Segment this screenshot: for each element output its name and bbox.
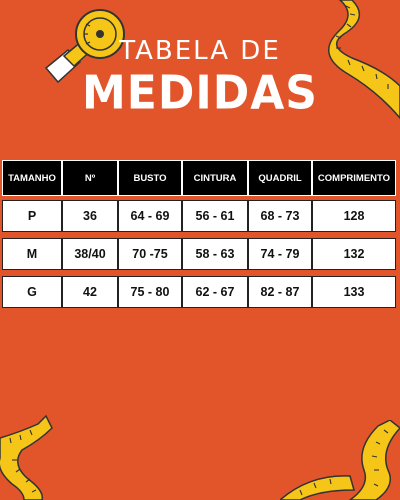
page-title: MEDIDAS [81, 66, 318, 121]
cell-busto: 64 - 69 [118, 200, 182, 232]
header-numero: Nº [62, 160, 118, 196]
cell-numero: 38/40 [62, 238, 118, 270]
table-row [2, 200, 396, 232]
measuring-tape-icon [0, 410, 80, 500]
cell-comprimento: 133 [312, 276, 396, 308]
cell-numero: 42 [62, 276, 118, 308]
cell-cintura: 58 - 63 [182, 238, 248, 270]
cell-comprimento: 128 [312, 200, 396, 232]
cell-comprimento: 132 [312, 238, 396, 270]
header-busto: BUSTO [118, 160, 182, 196]
table-row [2, 238, 396, 270]
header-quadril: QUADRIL [248, 160, 312, 196]
cell-quadril: 82 - 87 [248, 276, 312, 308]
table-header-row [2, 160, 396, 196]
cell-quadril: 68 - 73 [248, 200, 312, 232]
cell-quadril: 74 - 79 [248, 238, 312, 270]
cell-numero: 36 [62, 200, 118, 232]
cell-busto: 75 - 80 [118, 276, 182, 308]
cell-busto: 70 -75 [118, 238, 182, 270]
title-line-1: TABELA DE [119, 36, 281, 66]
cell-cintura: 56 - 61 [182, 200, 248, 232]
measuring-tape-icon [280, 420, 400, 500]
header-cintura: CINTURA [182, 160, 248, 196]
cell-tamanho: M [2, 238, 62, 270]
table-row [2, 276, 396, 308]
cell-tamanho: G [2, 276, 62, 308]
cell-tamanho: P [2, 200, 62, 232]
header-tamanho: TAMANHO [2, 160, 62, 196]
cell-cintura: 62 - 67 [182, 276, 248, 308]
header-comprimento: COMPRIMENTO [312, 160, 396, 196]
